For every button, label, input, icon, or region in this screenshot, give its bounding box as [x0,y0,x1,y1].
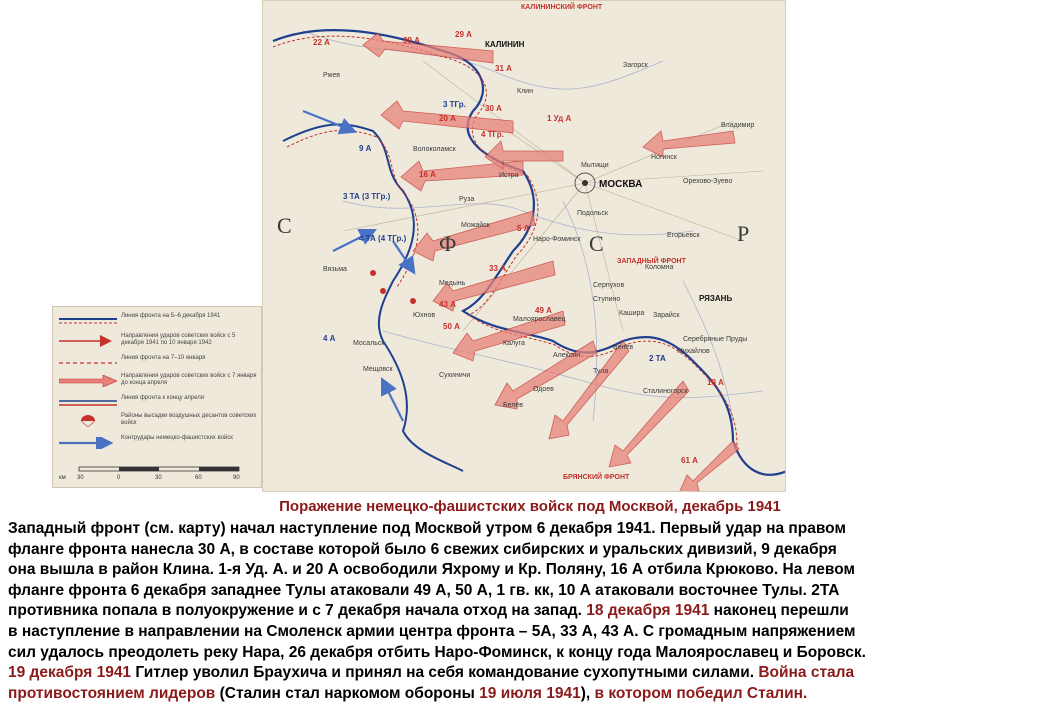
svg-text:Орехово-Зуево: Орехово-Зуево [683,178,733,185]
ta-3: 3 ТА (3 ТГр.) [343,192,391,201]
svg-text:Подольск: Подольск [577,210,608,217]
legend-item-paratroops [59,413,259,429]
scale-tick: 90 [233,475,240,481]
svg-text:Сухиничи: Сухиничи [439,372,471,379]
text-line: в наступление в направлении на Смоленск армии центра фронта – 5А, 33 А, 43 А. С громадным напряжением [8,622,856,640]
army-20: 20 А [439,114,456,123]
front-line-dec-1941 [273,30,786,475]
text-line: сил удалось преодолеть реку Нара, 26 декабря отбить Наро-Фоминск, к концу года Малоярославец и Боровск. [8,643,866,661]
legend-item-counterattacks [59,435,259,451]
text-segment: (Сталин стал наркомом обороны [215,684,480,702]
legend-symbol-strikes-dec [59,335,117,347]
army-31: 31 А [495,64,512,73]
svg-text:Мосальск: Мосальск [353,340,385,347]
legend-text-strikes-dec: Направления ударов советских войск с 5 декабря 1941 по 10 января 1942 [121,333,236,346]
text-segment: Гитлер уволил Браухича и принял на себя командование сухопутными силами. [131,664,759,682]
svg-text:Малоярославец: Малоярославец [513,316,566,323]
svg-text:Венёв: Венёв [613,344,634,351]
legend-symbol-front-dec [59,315,117,327]
paratroop-markers [370,270,416,304]
legend-text-front-jan: Линия фронта на 7–10 января [121,355,206,361]
text-line: Западный фронт (см. карту) начал наступление под Москвой утром 6 декабря 1941. Первый удар на правом [8,520,846,537]
city-moscow: МОСКВА [599,179,643,190]
svg-text:Ногинск: Ногинск [651,154,677,161]
svg-text:Сталиногорск: Сталиногорск [643,388,688,395]
svg-text:Серебряные Пруды: Серебряные Пруды [683,336,748,343]
legend-symbol-counterattacks [59,437,117,449]
svg-text:Ступино: Ступино [593,296,621,303]
svg-text:Михайлов: Михайлов [677,348,710,355]
svg-text:Кашира: Кашира [619,310,645,317]
legend-symbol-front-apr [59,397,117,409]
front-label-western: ЗАПАДНЫЙ ФРОНТ [617,258,686,265]
text-line: фланге фронта 6 декабря западнее Тулы атаковали 49 А, 50 А, 1 гв. кк, 10 А атаковали восточнее Тулы. 2ТА [8,581,840,599]
map-letter-s-right: С [589,231,604,256]
map-letter-s-left: С [277,213,292,238]
text-line [8,684,1058,705]
scale-unit: км [59,475,66,481]
army-61: 61 А [681,456,698,465]
map-letter-r: Р [737,221,750,246]
army-5: 5 А [517,224,530,233]
legend-text-front-dec: Линия фронта на 5–6 декабря 1941 [121,313,221,319]
svg-text:Юхнов: Юхнов [413,312,436,319]
scale-tick: 30 [77,475,84,481]
city-kalinin: КАЛИНИН [485,40,525,49]
text-line: она вышла в район Клина. 1-я Уд. А. и 20 А освободили Яхрому и Кр. Поляну, 16 А отбила Крюково. На левом [8,561,855,579]
legend-item-strikes-dec [59,333,259,349]
army-9: 9 А [359,144,372,153]
svg-text:Ржев: Ржев [323,72,340,79]
svg-text:Истра: Истра [499,172,519,179]
legend-text-paratroops: Районы высадки воздушных десантов советских войск [121,413,257,426]
legend-text-front-apr: Линия фронта к концу апреля [121,395,205,401]
svg-text:Вязьма: Вязьма [323,266,347,273]
army-29: 29 А [455,30,472,39]
city-ryazan: РЯЗАНЬ [699,294,733,303]
moscow-dot [582,180,588,186]
army-39: 39 А [403,36,420,45]
scale-tick: 60 [195,475,202,481]
text-line [8,601,1058,622]
ta-4: 4 ТА (4 ТГр.) [359,234,407,243]
text-segment: противника попала в полуокружение и с 7 декабря начала отход на запад. [8,602,587,620]
svg-text:Егорьевск: Егорьевск [667,232,700,239]
svg-text:Клин: Клин [517,88,533,95]
highlight-phrase: в котором победил Сталин. [594,684,808,702]
army-22: 22 А [313,38,330,47]
svg-text:Наро-Фоминск: Наро-Фоминск [533,236,581,243]
front-label-kalinin: КАЛИНИНСКИЙ ФРОНТ [521,4,603,11]
svg-text:Мещовск: Мещовск [363,366,393,373]
svg-text:Тула: Тула [593,368,609,375]
svg-text:Можайск: Можайск [461,222,490,229]
svg-text:Медынь: Медынь [439,280,466,287]
svg-text:Коломна: Коломна [645,264,674,271]
army-16: 16 А [419,170,436,179]
legend-item-front-jan [59,355,259,371]
highlight-phrase: противостоянием лидеров [8,684,216,702]
text-line [8,663,1058,684]
legend-text-counterattacks: Контрудары немецко-фашистских войск [121,435,233,441]
tgr-3: 3 ТГр. [443,100,466,109]
army-50: 50 А [443,322,460,331]
svg-text:Одоев: Одоев [533,386,554,393]
army-4: 4 А [323,334,336,343]
text-segment: наконец перешли [709,602,849,620]
front-label-bryansk: БРЯНСКИЙ ФРОНТ [563,474,630,481]
moscow-battle-map [262,0,786,492]
army-49: 49 А [535,306,552,315]
svg-text:Зарайск: Зарайск [653,312,680,319]
highlight-date: 19 июля 1941 [479,684,581,702]
parachute-icon [59,415,117,427]
svg-text:Серпухов: Серпухов [593,282,625,289]
legend-item-strikes-jan [59,373,259,389]
army-labels [313,30,724,465]
svg-text:Белёв: Белёв [503,402,523,409]
scale-bar-graphic [59,465,259,475]
army-10: 10 А [707,378,724,387]
legend-symbol-strikes-jan [59,375,117,387]
svg-text:Владимир: Владимир [721,122,755,129]
army-43: 43 А [439,300,456,309]
svg-text:Руза: Руза [459,196,475,203]
army-30: 30 А [485,104,502,113]
tgr-4: 4 ТГр. [481,130,504,139]
text-segment: ), [580,684,595,702]
map-letter-f: Ф [439,231,457,256]
text-line: фланге фронта нанесла 30 А, в составе которой было 6 свежих сибирских и уральских дивизий, 9 декабря [8,540,837,558]
highlight-date: 19 декабря 1941 [8,664,132,682]
legend-item-front-apr [59,395,259,411]
svg-text:Волоколамск: Волоколамск [413,146,456,153]
map-legend [52,306,262,488]
highlight-phrase: Война стала [758,664,855,682]
army-33: 33 А [489,264,506,273]
svg-text:Загорск: Загорск [623,62,648,69]
description-paragraph [8,519,1058,704]
svg-text:Алексин: Алексин [553,352,581,359]
legend-text-strikes-jan: Направления ударов советских войск с 7 января до конца апреля [121,373,257,386]
ta-2: 2 ТА [649,354,666,363]
highlight-date: 18 декабря 1941 [586,602,710,620]
german-counterattack-arrows [303,111,413,421]
map-svg [263,1,786,492]
svg-text:Калуга: Калуга [503,340,525,347]
legend-symbol-front-jan [59,357,117,369]
map-caption: Поражение немецко-фашистских войск под Москвой, декабрь 1941 [279,498,781,515]
scale-tick: 0 [117,475,121,481]
svg-text:Мытищи: Мытищи [581,162,609,169]
scale-tick: 30 [155,475,162,481]
scale-bar [59,465,259,485]
army-1ud: 1 Уд А [547,114,572,123]
legend-item-front-dec [59,313,259,329]
